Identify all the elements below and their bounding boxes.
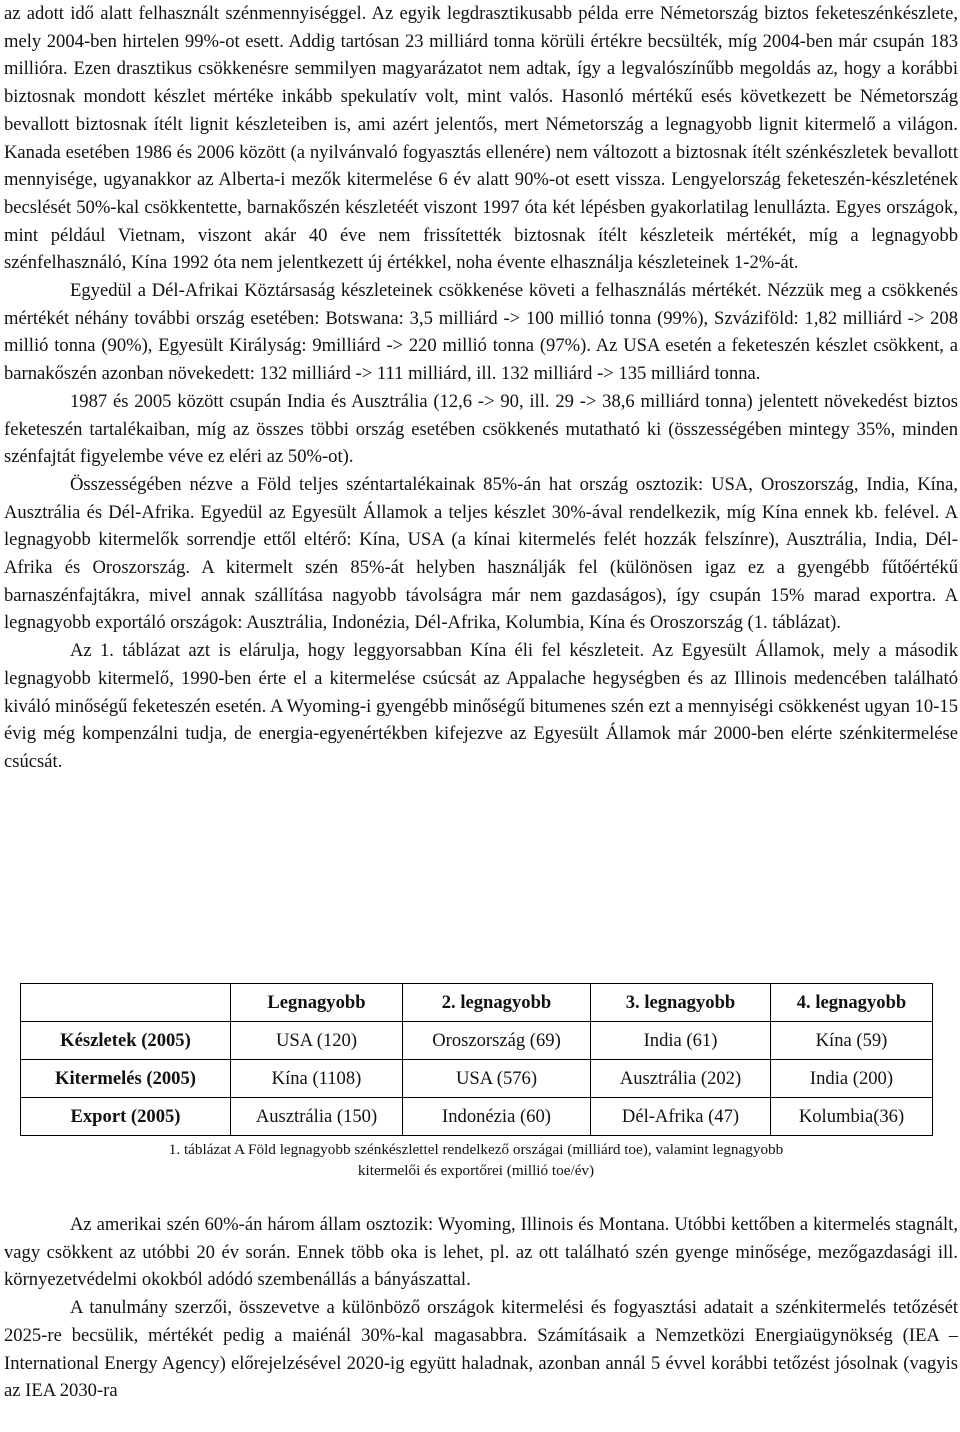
coal-reserves-table	[20, 983, 932, 1136]
table-row-label: Kitermelés (2005)	[21, 1060, 231, 1098]
table-cell: USA (576)	[403, 1060, 591, 1098]
table-header-row	[21, 984, 933, 1022]
table-cell: India (200)	[771, 1060, 933, 1098]
table-header-cell: 4. legnagyobb	[771, 984, 933, 1022]
table-caption-line: kitermelői és exportőrei (millió toe/év)	[357, 1162, 595, 1179]
table-cell: Kína (59)	[771, 1022, 933, 1060]
paragraph-7: A tanulmány szerzői, összevetve a különböző országok kitermelési és fogyasztási adatait a szénkitermelés tetőzését 2025-re becsülik, mértékét pedig a maiénál 30%-kal magasabbra. Számításaik a Nemzetközi Energiaügynökség (IEA – International Energy Agency) előrejelzésével 2020-ig együtt haladnak, azonban annál 5 évvel korábbi tetőzést jósolnak (vagyis az IEA 2030-ra	[4, 1297, 958, 1402]
table-row	[21, 1098, 933, 1136]
table-cell: Indonézia (60)	[403, 1098, 591, 1136]
paragraph-5: Az 1. táblázat azt is elárulja, hogy leggyorsabban Kína éli fel készleteit. Az Egyesült Államok, mely a második legnagyobb kitermelő, 1990-ben érte el a kitermelése csúcsát az Appalache hegységben és az Illinois medencében található kiváló minőségű feketeszén esetén. A Wyoming-i gyengébb minőségű bitumenes szén ezt a mennyiségi csökkenést ugyan 10-15 évig még kompenzálni tudja, de energia-egyenértékben kifejezve az Egyesült Államok már 2000-ben elérte szénkitermelése csúcsát.	[4, 640, 958, 772]
table-caption	[20, 1139, 932, 1181]
table-cell: Kolumbia(36)	[771, 1098, 933, 1136]
table-row	[21, 1022, 933, 1060]
document-body-bottom	[4, 1211, 958, 1405]
table-cell: India (61)	[591, 1022, 771, 1060]
paragraph-4: Összességében nézve a Föld teljes széntartalékainak 85%-án hat ország osztozik: USA, Oroszország, India, Kína, Ausztrália és Dél-Afrika. Egyedül az Egyesült Államok a teljes készlet 30%-ával rendelkezik, míg Kína ennek kb. felével. A legnagyobb kitermelők sorrendje ettől eltérő: Kína, USA (a kínai kitermelés felét hozzák felszínre), Ausztrália, India, Dél-Afrika és Oroszország. A kitermelt szén 85%-át helyben használják fel (különösen igaz ez a gyengébb fűtőértékű barnaszénfajtákra, mivel annak szállítása nagyobb távolságra már nem gazdaságos), így csupán 15% marad exportra. A legnagyobb exportáló országok: Ausztrália, Indonézia, Dél-Afrika, Kolumbia, Kína és Oroszország (1. táblázat).	[4, 473, 958, 634]
table-cell: Oroszország (69)	[403, 1022, 591, 1060]
table-cell: Kína (1108)	[231, 1060, 403, 1098]
table-cell: USA (120)	[231, 1022, 403, 1060]
table-header-cell: 2. legnagyobb	[403, 984, 591, 1022]
table-row-label: Export (2005)	[21, 1098, 231, 1136]
document-body-top	[4, 0, 958, 776]
paragraph-1: az adott idő alatt felhasznált szénmennyiséggel. Az egyik legdrasztikusabb példa erre Németország biztos feketeszénkészlete, mely 2004-ben hirtelen 99%-ot esett. Addig tartósan 23 milliárd tonna körüli értékre becsülték, míg 2004-ben már csupán 183 millióra. Ezen drasztikus csökkenésre semmilyen magyarázatot nem adtak, így a legvalószínűbb megoldás az, hogy a korábbi biztosnak mondott készlet mértéke inkább spekulatív volt, mint valós. Hasonló mértékű esés következett be Németország bevallott biztosnak ítélt lignit készleteiben is, ami azért jelentős, mert Németország a legnagyobb lignit kitermelő a világon. Kanada esetében 1986 és 2006 között (a nyilvánvaló fogyasztás ellenére) nem változott a biztosnak ítélt szénkészletek bevallott mennyisége, ugyanakkor az Alberta-i mezők kitermelése 6 év alatt 90%-ot esett vissza. Lengyelország feketeszén-készletének becslését 50%-kal csökkentette, barnakőszén készletéét viszont 1997 óta két lépésben gyakorlatilag lenullázta. Egyes országok, mint például Vietnam, viszont akár 40 éve nem frissítették biztosnak ítélt készleteik mértékét, míg a legnagyobb szénfelhasználó, Kína 1992 óta nem jelentkezett új értékkel, noha évente elhasználja készleteinek 1-2%-át.	[4, 3, 958, 274]
table-header-cell: 3. legnagyobb	[591, 984, 771, 1022]
table-cell: Dél-Afrika (47)	[591, 1098, 771, 1136]
table-caption-line: 1. táblázat A Föld legnagyobb szénkészlettel rendelkező országai (milliárd toe), valamint legnagyobb	[168, 1141, 784, 1158]
paragraph-2: Egyedül a Dél-Afrikai Köztársaság készleteinek csökkenése követi a felhasználás mértékét. Nézzük meg a csökkenés mértékét néhány további ország esetében: Botswana: 3,5 milliárd -> 100 millió tonna (99%), Szváziföld: 1,82 milliárd -> 208 millió tonna (90%), Egyesült Királyság: 9milliárd -> 220 millió tonna (97%). Az USA esetén a feketeszén készlet csökkent, a barnakőszén azonban növekedett: 132 milliárd -> 111 milliárd, ill. 132 milliárd -> 135 milliárd tonna.	[4, 280, 958, 385]
table-row-label: Készletek (2005)	[21, 1022, 231, 1060]
paragraph-6: Az amerikai szén 60%-án három állam osztozik: Wyoming, Illinois és Montana. Utóbbi kettőben a kitermelés stagnált, vagy csökkent az utóbbi 20 év során. Ennek több oka is lehet, pl. az ott található szén gyenge minősége, mezőgazdasági ill. környezetvédelmi okokból adódó szembenállás a bányászattal.	[4, 1214, 958, 1291]
paragraph-3: 1987 és 2005 között csupán India és Ausztrália (12,6 -> 90, ill. 29 -> 38,6 milliárd tonna) jelentett növekedést biztos feketeszén tartalékaiban, míg az összes többi ország esetében csökkenés mutatható ki (összességében mintegy 35%, minden szénfajtát figyelembe véve ez eléri az 50%-ot).	[4, 390, 958, 468]
table-corner-cell	[21, 984, 231, 1022]
table-cell: Ausztrália (150)	[231, 1098, 403, 1136]
table-header-cell: Legnagyobb	[231, 984, 403, 1022]
table-row	[21, 1060, 933, 1098]
table-cell: Ausztrália (202)	[591, 1060, 771, 1098]
